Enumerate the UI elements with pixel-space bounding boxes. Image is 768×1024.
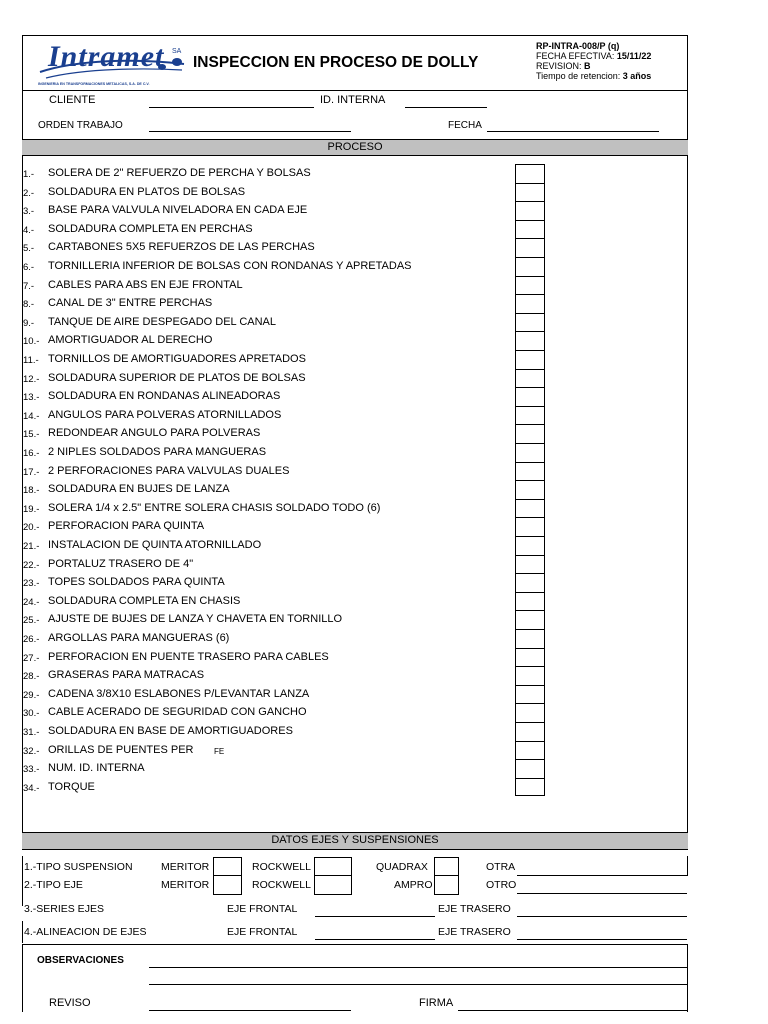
- alineacion-eje-frontal-input[interactable]: [315, 927, 435, 940]
- checklist-row: [22, 629, 688, 648]
- checklist-item-text: INSTALACION DE QUINTA ATORNILLADO: [48, 539, 262, 551]
- suspension-quadrax-label: QUADRAX: [376, 861, 428, 873]
- footer-right-border: [687, 944, 688, 1012]
- checklist-item-number: 31.-: [23, 727, 40, 738]
- checklist-row: [22, 648, 688, 667]
- series-eje-frontal-input[interactable]: [315, 904, 435, 917]
- checklist-checkbox[interactable]: [515, 238, 545, 257]
- checklist-item-text: SOLDADURA SUPERIOR DE PLATOS DE BOLSAS: [48, 371, 306, 384]
- ejes-right-border: [687, 856, 688, 876]
- checklist-item-text: PORTALUZ TRASERO DE 4": [48, 557, 194, 570]
- checklist-item-number: 28.-: [23, 671, 40, 683]
- checklist-item-text: SOLDADURA COMPLETA EN PERCHAS: [48, 222, 253, 235]
- checklist-item-text: CANAL DE 3" ENTRE PERCHAS: [48, 297, 213, 310]
- checklist-checkbox[interactable]: [515, 499, 545, 518]
- checklist-item-number: 12.-: [23, 373, 40, 385]
- fecha-label: FECHA: [448, 120, 482, 131]
- checklist-row: [22, 685, 688, 704]
- checklist-checkbox[interactable]: [515, 648, 545, 667]
- eje-meritor-checkbox[interactable]: [213, 875, 242, 895]
- series-eje-frontal-label: EJE FRONTAL: [227, 903, 298, 915]
- observaciones-divider: [22, 944, 688, 945]
- checklist-item-text: REDONDEAR ANGULO PARA POLVERAS: [48, 427, 261, 440]
- retencion: [536, 71, 651, 81]
- form-title: INSPECCION EN PROCESO DE DOLLY: [193, 54, 479, 71]
- checklist-item-number: 19.-: [23, 503, 40, 515]
- checklist-item-text: CABLES PARA ABS EN EJE FRONTAL: [48, 278, 243, 291]
- checklist-row: [22, 369, 688, 388]
- checklist-item-number: 9.-: [23, 317, 35, 329]
- suspension-rockwell-label: ROCKWELL: [252, 861, 311, 873]
- header-divider: [22, 90, 688, 91]
- checklist-item-number: 27.-: [23, 652, 40, 664]
- checklist-item-text: NUM. ID. INTERNA: [48, 762, 145, 775]
- ejes-section-header: DATOS EJES Y SUSPENSIONES: [22, 832, 688, 850]
- checklist-checkbox[interactable]: [515, 741, 545, 760]
- checklist-item-number: 15.-: [23, 429, 40, 441]
- checklist-checkbox[interactable]: [515, 536, 545, 555]
- checklist-row: [22, 313, 688, 332]
- checklist-row: [22, 350, 688, 369]
- checklist-checkbox[interactable]: [515, 573, 545, 592]
- eje-otro-label: OTRO: [486, 879, 517, 891]
- checklist-checkbox[interactable]: [515, 778, 545, 797]
- logo-sa-mark: SA: [172, 48, 182, 55]
- alineacion-eje-trasero-input[interactable]: [517, 927, 687, 940]
- checklist-item-number: 7.-: [23, 280, 35, 292]
- checklist-item-number: 17.-: [23, 466, 40, 478]
- tipo-eje-label: 2.-TIPO EJE: [24, 879, 83, 891]
- row4-left-border: [22, 921, 23, 943]
- revision-label: REVISION:: [536, 61, 582, 71]
- checklist-item-number: 3.-: [23, 206, 35, 218]
- checklist-row: [22, 331, 688, 350]
- checklist-row: [22, 276, 688, 295]
- id-interna-input[interactable]: [405, 95, 487, 108]
- fecha-efectiva-value: 15/11/22: [616, 51, 652, 61]
- checklist-checkbox[interactable]: [515, 610, 545, 629]
- checklist-item-number: 11.-: [23, 355, 39, 366]
- checklist-row: [22, 517, 688, 536]
- checklist-item-number: 33.-: [23, 764, 40, 776]
- checklist-item-text: AJUSTE DE BUJES DE LANZA Y CHAVETA EN TORNILLO: [48, 613, 343, 626]
- firma-input[interactable]: [458, 998, 687, 1011]
- checklist-item-text: SOLERA 1/4 x 2.5" ENTRE SOLERA CHASIS SOLDADO TODO (6): [48, 501, 381, 514]
- checklist-row: [22, 741, 688, 760]
- observaciones-input-2[interactable]: [149, 972, 687, 985]
- checklist-item-number: 34.-: [23, 782, 40, 794]
- logo-tagline: INGENIERIA EN TRANSFORMACIONES METALICAS, S.A. DE C.V.: [38, 82, 150, 86]
- checklist-item-text: TOPES SOLDADOS PARA QUINTA: [48, 576, 225, 589]
- eje-ampro-label: AMPRO: [394, 879, 433, 891]
- eje-meritor-label: MERITOR: [161, 879, 210, 891]
- checklist-item-number: 2.-: [23, 187, 35, 199]
- checklist-item-text: TANQUE DE AIRE DESPEGADO DEL CANAL: [48, 315, 277, 328]
- checklist-item-text: CARTABONES 5X5 REFUERZOS DE LAS PERCHAS: [48, 241, 315, 254]
- checklist-item-number: 26.-: [23, 634, 40, 645]
- revision-value: B: [584, 61, 591, 71]
- checklist-item-number: 5.-: [23, 243, 35, 255]
- checklist-item-number: 13.-: [23, 392, 40, 404]
- logo-wordmark: Intramet: [48, 40, 165, 73]
- checklist-checkbox[interactable]: [515, 629, 545, 648]
- checklist-row: [22, 424, 688, 443]
- checklist-item-number: 30.-: [23, 708, 40, 720]
- doc-info: [536, 41, 651, 81]
- checklist-item-text: TORNILLERIA INFERIOR DE BOLSAS CON RONDANAS Y APRETADAS: [48, 260, 412, 272]
- checklist-item-suffix: FE: [214, 746, 225, 756]
- checklist-checkbox[interactable]: [515, 276, 545, 295]
- checklist-row: [22, 238, 688, 257]
- checklist-item-text: SOLDADURA COMPLETA EN CHASIS: [48, 594, 241, 607]
- checklist-row: [22, 480, 688, 499]
- checklist-row: [22, 443, 688, 462]
- suspension-quadrax-checkbox[interactable]: [434, 857, 459, 876]
- checklist-item-text: SOLDADURA EN BASE DE AMORTIGUADORES: [48, 725, 293, 737]
- checklist-row: [22, 387, 688, 406]
- eje-rockwell-label: ROCKWELL: [252, 879, 311, 891]
- checklist-item-text: CABLE ACERADO DE SEGURIDAD CON GANCHO: [48, 706, 307, 719]
- checklist-item-number: 8.-: [23, 299, 35, 311]
- checklist-checkbox[interactable]: [515, 313, 545, 332]
- checklist-item-text: 2 NIPLES SOLDADOS PARA MANGUERAS: [48, 446, 267, 458]
- series-ejes-label: 3.-SERIES EJES: [24, 903, 104, 915]
- cliente-input[interactable]: [149, 95, 314, 108]
- checklist-item-number: 22.-: [23, 559, 40, 571]
- checklist-item-number: 18.-: [23, 485, 40, 497]
- retencion-label: Tiempo de retencion:: [536, 71, 621, 81]
- checklist-checkbox[interactable]: [515, 294, 545, 313]
- checklist-checkbox[interactable]: [515, 555, 545, 574]
- checklist-row: [22, 703, 688, 722]
- reviso-input[interactable]: [149, 998, 351, 1011]
- cliente-label: CLIENTE: [49, 94, 96, 106]
- checklist-checkbox[interactable]: [515, 592, 545, 611]
- checklist-item-number: 25.-: [23, 615, 40, 627]
- checklist-checkbox[interactable]: [515, 331, 545, 350]
- checklist-checkbox[interactable]: [515, 201, 545, 220]
- checklist-checkbox[interactable]: [515, 759, 545, 778]
- checklist-item-text: PERFORACION PARA QUINTA: [48, 520, 205, 533]
- suspension-otra-label: OTRA: [486, 861, 516, 873]
- proceso-section-header: PROCESO: [22, 139, 688, 156]
- checklist-checkbox[interactable]: [515, 387, 545, 406]
- alineacion-eje-frontal-label: EJE FRONTAL: [227, 926, 298, 938]
- checklist-row: [22, 164, 688, 183]
- alineacion-eje-trasero-label: EJE TRASERO: [438, 926, 511, 938]
- checklist-checkbox[interactable]: [515, 220, 545, 239]
- checklist-item-text: TORNILLOS DE AMORTIGUADORES APRETADOS: [48, 353, 306, 365]
- checklist-item-number: 20.-: [23, 522, 40, 534]
- checklist-checkbox[interactable]: [515, 443, 545, 462]
- checklist-item-text: ANGULOS PARA POLVERAS ATORNILLADOS: [48, 408, 282, 421]
- suspension-rockwell-checkbox[interactable]: [314, 857, 352, 876]
- checklist-row: [22, 722, 688, 741]
- series-eje-trasero-input[interactable]: [517, 904, 687, 917]
- checklist-item-number: 6.-: [23, 262, 35, 273]
- checklist-item-number: 4.-: [23, 224, 35, 236]
- footer-left-border: [22, 944, 23, 1012]
- checklist-item-number: 32.-: [23, 745, 40, 757]
- fecha-input[interactable]: [487, 119, 659, 132]
- checklist-checkbox[interactable]: [515, 406, 545, 425]
- checklist-checkbox[interactable]: [515, 666, 545, 685]
- checklist-item-text: SOLDADURA EN PLATOS DE BOLSAS: [48, 185, 246, 198]
- eje-otro-input[interactable]: [517, 881, 687, 894]
- suspension-otra-input[interactable]: [517, 863, 687, 876]
- suspension-meritor-checkbox[interactable]: [213, 857, 242, 876]
- checklist-checkbox[interactable]: [515, 703, 545, 722]
- checklist-item-text: ORILLAS DE PUENTES PER: [48, 743, 194, 756]
- checklist-row: [22, 592, 688, 611]
- eje-rockwell-checkbox[interactable]: [314, 875, 352, 895]
- checklist-checkbox[interactable]: [515, 517, 545, 536]
- checklist-item-text: 2 PERFORACIONES PARA VALVULAS DUALES: [48, 464, 290, 477]
- checklist-checkbox[interactable]: [515, 164, 545, 183]
- observaciones-input-1[interactable]: [149, 955, 687, 968]
- alineacion-label: 4.-ALINEACION DE EJES: [24, 926, 147, 938]
- checklist-checkbox[interactable]: [515, 257, 545, 276]
- checklist-checkbox[interactable]: [515, 350, 545, 369]
- checklist-item-number: 16.-: [23, 448, 40, 459]
- orden-trabajo-label: ORDEN TRABAJO: [38, 120, 123, 131]
- fecha-efectiva-label: FECHA EFECTIVA:: [536, 51, 615, 61]
- checklist-item-number: 29.-: [23, 689, 40, 701]
- observaciones-label: OBSERVACIONES: [37, 955, 124, 966]
- checklist-row: [22, 759, 688, 778]
- checklist-checkbox[interactable]: [515, 369, 545, 388]
- checklist-checkbox[interactable]: [515, 462, 545, 481]
- firma-label: FIRMA: [419, 997, 454, 1009]
- checklist-row: [22, 220, 688, 239]
- checklist-checkbox[interactable]: [515, 685, 545, 704]
- retencion-value: 3 años: [622, 71, 652, 81]
- doc-code: RP-INTRA-008/P (q): [536, 41, 620, 51]
- checklist-checkbox[interactable]: [515, 480, 545, 499]
- checklist-row: [22, 294, 688, 313]
- checklist-item-text: SOLDADURA EN RONDANAS ALINEADORAS: [48, 390, 281, 403]
- checklist-row: [22, 536, 688, 555]
- revision: [536, 61, 651, 71]
- checklist-item-text: SOLDADURA EN BUJES DE LANZA: [48, 483, 230, 496]
- checklist-item-text: TORQUE: [48, 780, 95, 793]
- checklist-checkbox[interactable]: [515, 722, 545, 741]
- checklist-item-number: 24.-: [23, 596, 40, 608]
- checklist-item-text: BASE PARA VALVULA NIVELADORA EN CADA EJE: [48, 204, 308, 217]
- suspension-meritor-label: MERITOR: [161, 861, 210, 873]
- checklist-item-number: 23.-: [23, 578, 40, 590]
- fecha-efectiva: [536, 51, 651, 61]
- checklist-item-text: CADENA 3/8X10 ESLABONES P/LEVANTAR LANZA: [48, 687, 310, 700]
- checklist-row: [22, 406, 688, 425]
- checklist-row: [22, 573, 688, 592]
- tipo-suspension-label: 1.-TIPO SUSPENSION: [24, 861, 133, 873]
- checklist-item-text: PERFORACION EN PUENTE TRASERO PARA CABLES: [48, 650, 329, 663]
- checklist-item-number: 14.-: [23, 410, 40, 422]
- checklist-item-text: SOLERA DE 2" REFUERZO DE PERCHA Y BOLSAS: [48, 167, 311, 179]
- checklist-row: [22, 462, 688, 481]
- checklist-item-text: ARGOLLAS PARA MANGUERAS (6): [48, 632, 230, 644]
- checklist-row: [22, 257, 688, 276]
- checklist-item-number: 1.-: [23, 169, 35, 180]
- checklist-checkbox[interactable]: [515, 424, 545, 443]
- eje-ampro-checkbox[interactable]: [434, 875, 459, 895]
- checklist-row: [22, 610, 688, 629]
- checklist-item-text: GRASERAS PARA MATRACAS: [48, 669, 205, 682]
- orden-trabajo-input[interactable]: [149, 119, 351, 132]
- checklist-row: [22, 183, 688, 202]
- checklist-row: [22, 555, 688, 574]
- checklist-item-number: 21.-: [23, 541, 40, 552]
- checklist-row: [22, 778, 688, 797]
- checklist-row: [22, 666, 688, 685]
- checklist-row: [22, 201, 688, 220]
- ejes-left-border: [22, 856, 23, 906]
- checklist-item-text: AMORTIGUADOR AL DERECHO: [48, 334, 213, 347]
- company-logo: [36, 38, 186, 90]
- id-interna-label: ID. INTERNA: [320, 94, 386, 106]
- checklist-row: [22, 499, 688, 518]
- series-eje-trasero-label: EJE TRASERO: [438, 903, 511, 915]
- checklist-item-number: 10.-: [23, 336, 40, 348]
- reviso-label: REVISO: [49, 997, 91, 1009]
- checklist-checkbox[interactable]: [515, 183, 545, 202]
